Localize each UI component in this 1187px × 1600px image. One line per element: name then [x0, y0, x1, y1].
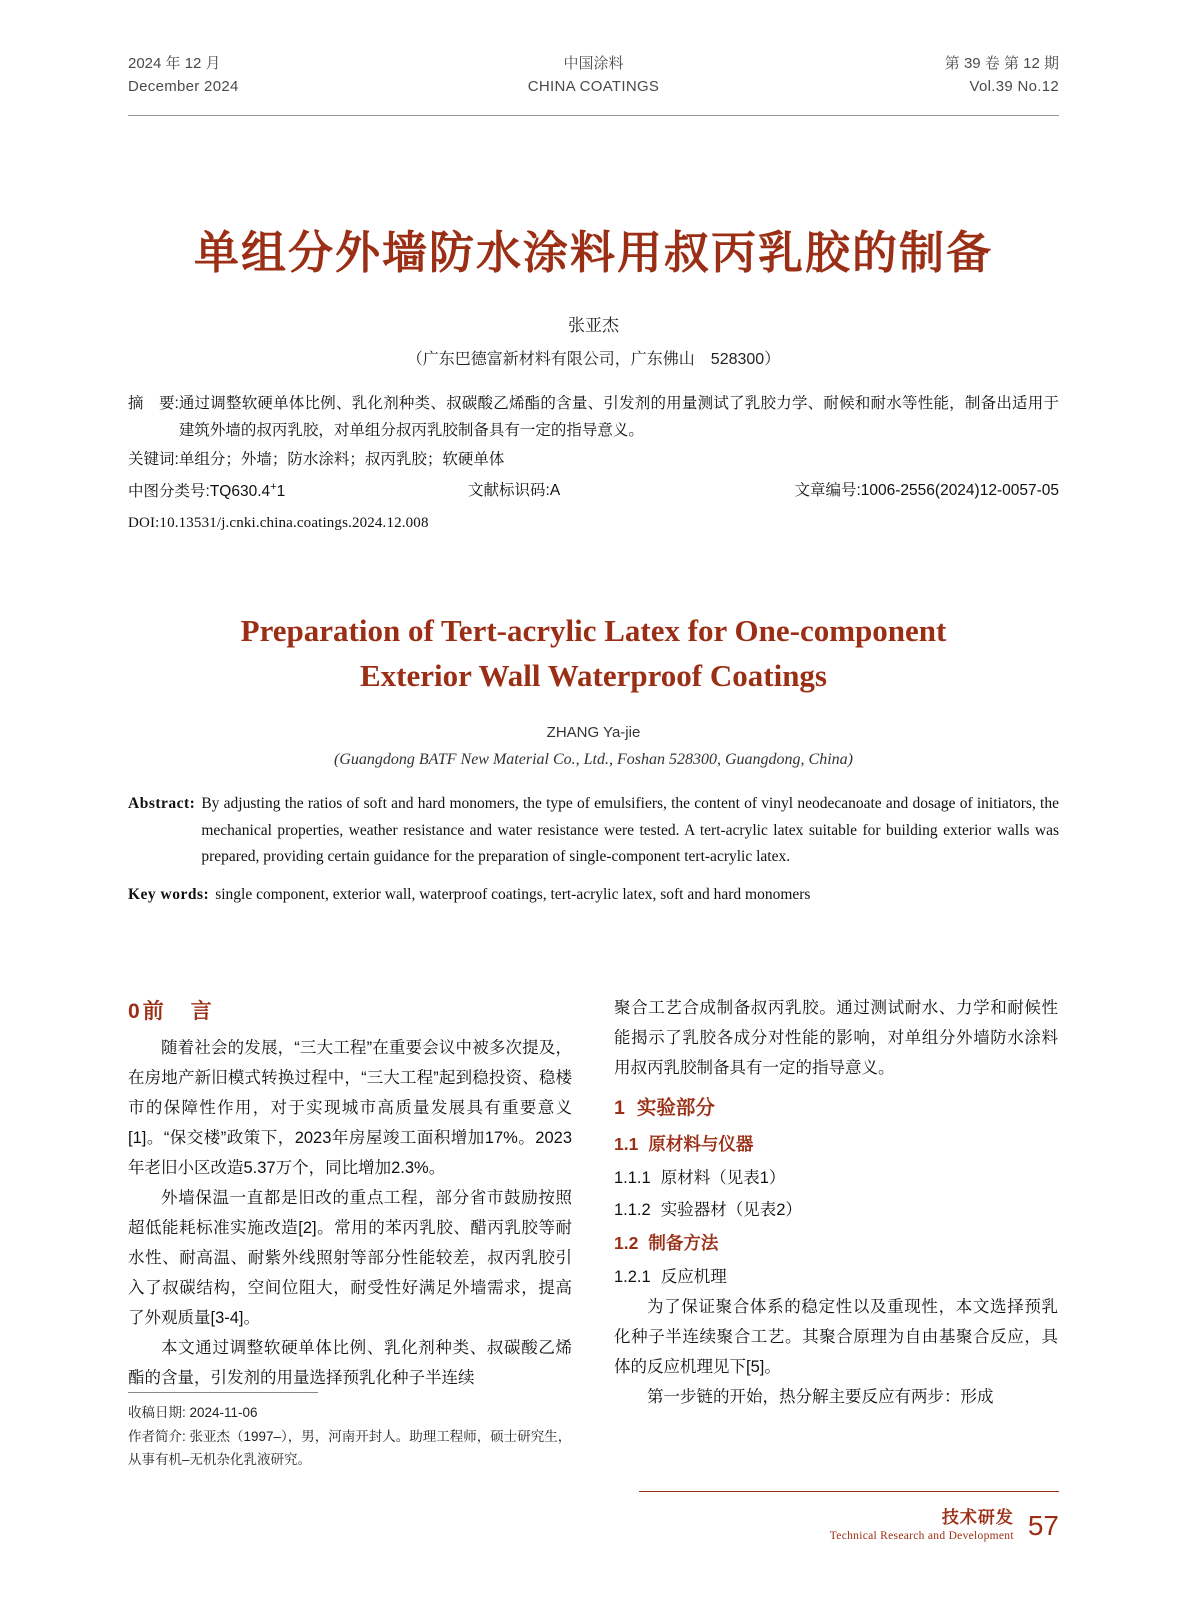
abstract-text-en: By adjusting the ratios of soft and hard monomers, the type of emulsifiers, the content of vinyl neodecanoate and dosage of initiators, the mechanical properties, weather resistance and water resistance were tested. A tert-acrylic latex suitable for building exterior walls was prepared, providing certain guidance for the preparation of single-component tert-acrylic latex. [201, 795, 1059, 866]
abstract-label-cn: 摘 要: [128, 395, 179, 412]
body-column-left [128, 993, 572, 1412]
section-title-1: 实验部分 [636, 1096, 715, 1119]
author-cn: 张亚杰 [568, 316, 619, 335]
author-bio: 作者简介: 张亚杰（1997–），男，河南开封人。助理工程师，硕士研究生，从事有机–无机杂化乳液研究。 [128, 1428, 572, 1468]
clc-tail: 1 [276, 483, 286, 501]
affiliation-cn: （广东巴德富新材料有限公司，广东佛山 528300） [406, 351, 781, 368]
keywords-text-en: single component, exterior wall, waterproof coatings, tert-acrylic latex, soft and hard monomers [215, 886, 811, 904]
section-number-0: 0 [128, 999, 143, 1023]
section-number-1-2-1: 1.2.1 [614, 1268, 651, 1287]
doc-code-group [468, 478, 758, 506]
doi: DOI:10.13531/j.cnki.china.coatings.2024.12.008 [128, 514, 429, 531]
affiliation-en: (Guangdong BATF New Material Co., Ltd., Foshan 528300, Guangdong, China) [334, 751, 853, 769]
footer-section-cn: 技术研发 [941, 1508, 1014, 1527]
paragraph: 聚合工艺合成制备叔丙乳胶。通过测试耐水、力学和耐候性能揭示了乳胶各成分对性能的影响，对单组分外墙防水涂料用叔丙乳胶制备具有一定的指导意义。 [614, 998, 1058, 1077]
section-number-1-1-2: 1.1.2 [614, 1201, 651, 1220]
section-heading-1-2-1 [614, 1262, 1058, 1292]
classification-row [128, 478, 1059, 506]
keywords-label-en: Key words: [128, 886, 210, 904]
section-title-1-2-1: 反应机理 [660, 1268, 727, 1287]
paragraph: 随着社会的发展，“三大工程”在重要会议中被多次提及，在房地产新旧模式转换过程中，“三大工程”起到稳投资、稳楼市的保障性作用，对于实现城市高质量发展具有重要意义[1]。“保交楼”政策下，2023年房屋竣工面积增加17%。2023年老旧小区改造5.37万个，同比增加2.3%。 [128, 1039, 572, 1178]
body-columns [128, 993, 1059, 1412]
journal-name-en: CHINA COATINGS [527, 78, 660, 96]
running-head-left [128, 52, 388, 99]
section-title-0: 前 言 [142, 999, 215, 1023]
abstract-block-cn [128, 391, 1059, 537]
keywords-row-en [128, 882, 1059, 908]
article-id-label: 文章编号: [794, 481, 861, 499]
footnote-divider [128, 1392, 318, 1393]
volume-issue-cn: 第 39 卷 第 12 期 [944, 55, 1059, 72]
section-heading-1 [614, 1091, 1058, 1126]
footer-section-label [830, 1503, 1014, 1542]
running-head [128, 0, 1059, 108]
section-title-1-2: 制备方法 [648, 1233, 719, 1254]
doc-code-value: A [549, 481, 561, 499]
keywords-text-cn: 单组分；外墙；防水涂料；叔丙乳胶；软硬单体 [178, 451, 505, 469]
abstract-block-en [128, 791, 1059, 908]
page-number: 57 [1027, 1510, 1059, 1541]
section-number-1: 1 [614, 1096, 625, 1119]
clc-label: 中图分类号: [128, 483, 210, 501]
clc-value: TQ630.4 [209, 483, 271, 501]
section-heading-0 [128, 993, 572, 1031]
journal-name-cn: 中国涂料 [563, 55, 624, 72]
author-en: ZHANG Ya-jie [546, 724, 641, 742]
section-title-1-1-2: 实验器材（见表2） [660, 1201, 802, 1220]
running-head-right [799, 52, 1059, 99]
page-title-en [128, 609, 1059, 699]
clc-group [128, 478, 468, 506]
page-title-en-line2: Exterior Wall Waterproof Coatings [360, 657, 827, 693]
article-id-value: 1006-2556(2024)12-0057-05 [860, 481, 1059, 499]
section-number-1-1: 1.1 [614, 1134, 639, 1155]
section-heading-1-1 [614, 1129, 1058, 1161]
page-title-cn: 单组分外墙防水涂料用叔丙乳胶的制备 [193, 227, 993, 278]
section-title-1-1-1: 原材料（见表1） [660, 1169, 786, 1188]
received-date: 收稿日期: 2024-11-06 [128, 1405, 258, 1421]
abstract-label-en: Abstract: [128, 795, 196, 813]
volume-issue-en: Vol.39 No.12 [969, 78, 1059, 96]
article-id-group [758, 478, 1059, 506]
section-number-1-2: 1.2 [614, 1233, 639, 1254]
abstract-text-cn: 通过调整软硬单体比例、乳化剂种类、叔碳酸乙烯酯的含量、引发剂的用量测试了乳胶力学、耐候和耐水等性能，制备出适用于建筑外墙的叔丙乳胶，对单组分叔丙乳胶制备具有一定的指导意义。 [178, 395, 1059, 439]
header-divider [128, 115, 1059, 116]
doc-code-label: 文献标识码: [468, 481, 550, 499]
clc-superscript: + [270, 480, 277, 493]
abstract-row-en [128, 791, 1059, 870]
paragraph: 本文通过调整软硬单体比例、乳化剂种类、叔碳酸乙烯酯的含量，引发剂的用量选择预乳化种子半连续 [128, 1339, 572, 1388]
keywords-label-cn: 关键词: [128, 451, 179, 469]
footnote-block [128, 1392, 572, 1472]
paragraph: 为了保证聚合体系的稳定性以及重现性，本文选择预乳化种子半连续聚合工艺。其聚合原理为自由基聚合反应，具体的反应机理见下[5]。 [614, 1298, 1058, 1377]
page-footer [830, 1503, 1059, 1542]
section-number-1-1-1: 1.1.1 [614, 1169, 651, 1188]
section-title-1-1: 原材料与仪器 [648, 1134, 754, 1155]
issue-date-cn: 2024 年 12 月 [128, 55, 221, 72]
footer-divider [639, 1491, 1059, 1492]
section-heading-1-2 [614, 1228, 1058, 1260]
running-head-center [444, 52, 744, 99]
keywords-row-cn [128, 447, 1059, 474]
paragraph: 第一步链的开始，热分解主要反应有两步：形成 [647, 1388, 994, 1407]
paragraph: 外墙保温一直都是旧改的重点工程，部分省市鼓励按照超低能耗标准实施改造[2]。常用的苯丙乳胶、醋丙乳胶等耐水性、耐高温、耐紫外线照射等部分性能较差，叔丙乳胶引入了叔碳结构，空间位阻大，耐受性好满足外墙需求，提高了外观质量[3-4]。 [128, 1189, 572, 1328]
page-title-en-line1: Preparation of Tert-acrylic Latex for One-component [240, 612, 947, 648]
body-column-right [614, 993, 1058, 1412]
section-heading-1-1-1 [614, 1163, 1058, 1193]
issue-date-en: December 2024 [128, 78, 239, 96]
footer-section-en: Technical Research and Development [829, 1530, 1014, 1542]
section-heading-1-1-2 [614, 1195, 1058, 1225]
abstract-row-cn [128, 391, 1059, 444]
